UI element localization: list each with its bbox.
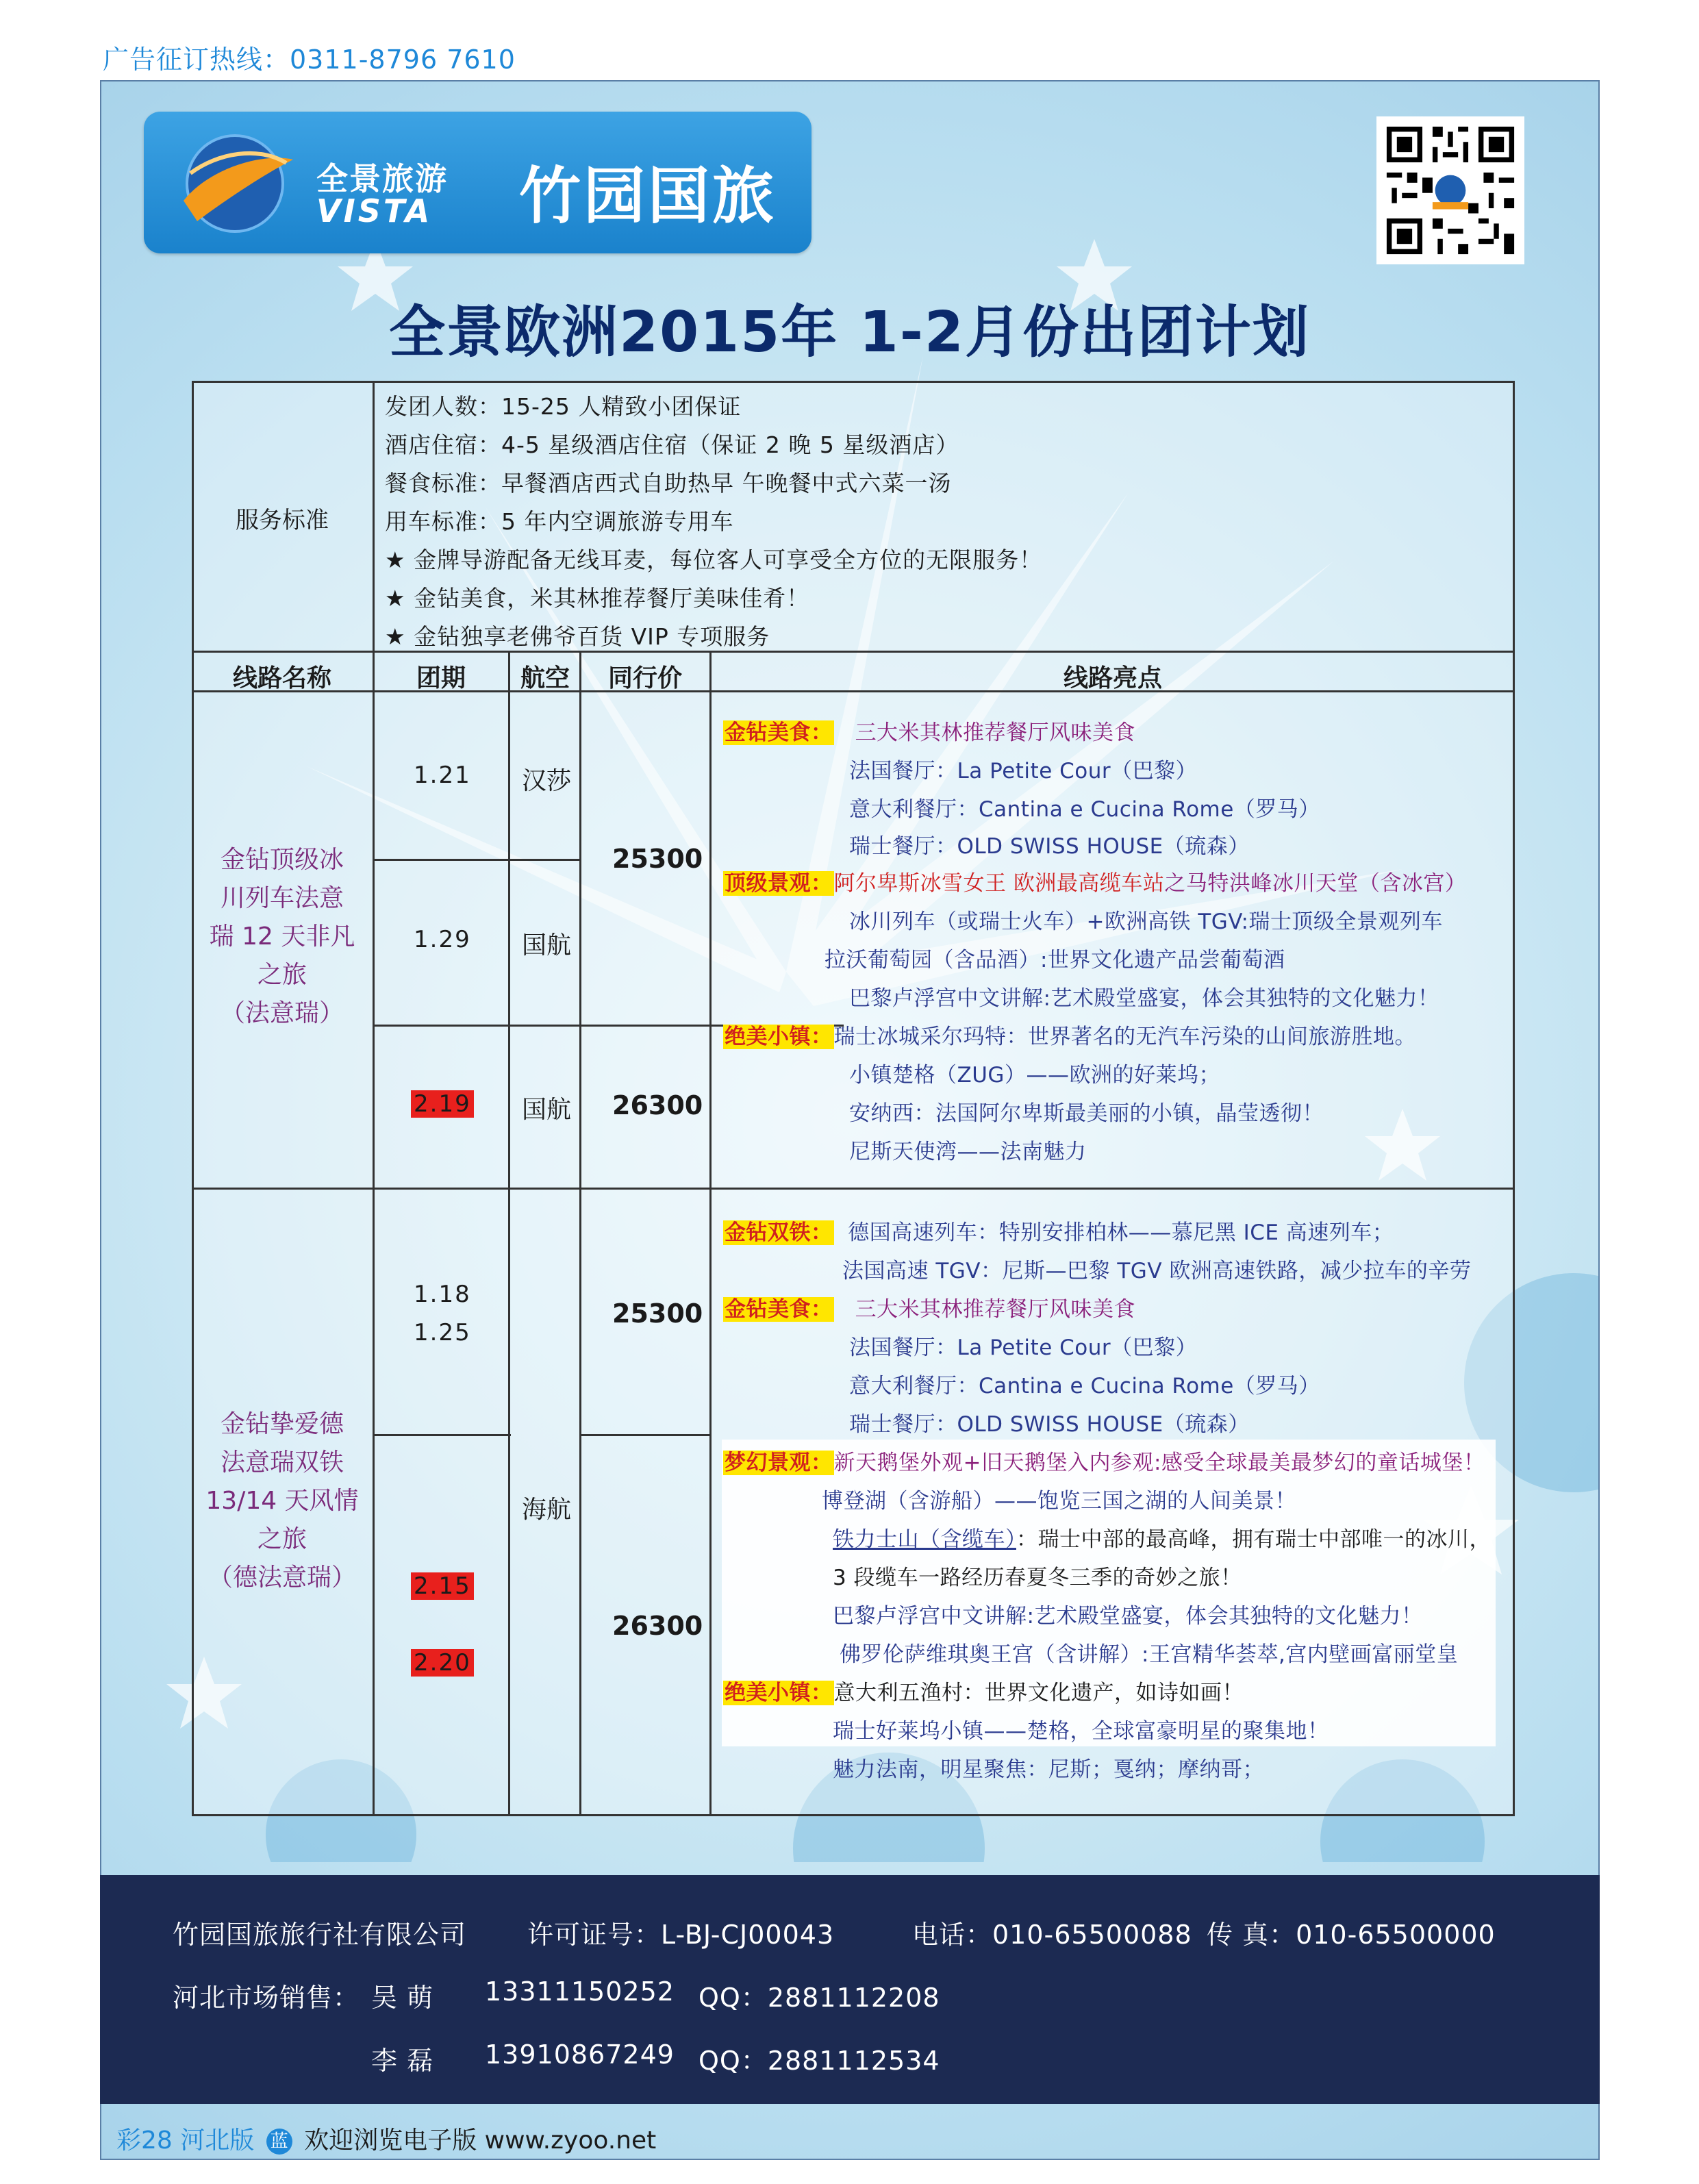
- header-route: 线路名称: [232, 664, 331, 692]
- highlight-line: 瑞士餐厅：OLD SWISS HOUSE（琉森）: [849, 1412, 1250, 1437]
- welcome-text: 欢迎浏览电子版: [304, 2126, 477, 2155]
- departure-date-highlighted: 2.19: [411, 1090, 474, 1118]
- page-number: 彩28: [116, 2126, 173, 2155]
- highlight-line: 安纳西：法国阿尔卑斯最美丽的小镇，晶莹透彻！: [849, 1101, 1324, 1126]
- departure-date: 1.29: [414, 926, 471, 953]
- company-name: 竹园国旅旅行社有限公司: [173, 1920, 467, 1950]
- highlight-line: 金钻美食： 三大米其林推荐餐厅风味美食: [725, 720, 1136, 745]
- logo-chinese-name: 全景旅游: [316, 160, 448, 197]
- service-line: 酒店住宿：4-5 星级酒店住宿（保证 2 晚 5 星级酒店）: [385, 431, 959, 458]
- highlight-line: 法国餐厅：La Petite Cour（巴黎）: [849, 759, 1198, 783]
- highlight-line: 法国高速 TGV：尼斯—巴黎 TGV 欧洲高速铁路，减少拉车的辛劳: [842, 1259, 1472, 1283]
- highlight-line: 小镇楚格（ZUG）——欧洲的好莱坞；: [849, 1063, 1220, 1088]
- route-name: 金钻挚爱德 法意瑞双铁 13/14 天风情 之旅 （德法意瑞）: [205, 1410, 359, 1592]
- highlight-line: 金钻双铁： 德国高速列车：特别安排柏林——慕尼黑 ICE 高速列车；: [725, 1220, 1394, 1245]
- service-line: ★ 金钻独享老佛爷百货 VIP 专项服务: [385, 623, 770, 650]
- sales-label: 河北市场销售：: [173, 1983, 360, 2013]
- brand-logo: [144, 112, 811, 253]
- sales-name: 吴 萌: [371, 1983, 434, 2013]
- service-line: 用车标准：5 年内空调旅游专用车: [385, 508, 734, 535]
- highlight-line: 瑞士好莱坞小镇——楚格，全球富豪明星的聚集地！: [833, 1719, 1329, 1744]
- price: 25300: [612, 1298, 703, 1329]
- sales-phone: 13910867249: [485, 2039, 675, 2070]
- header-highlights: 线路亮点: [1063, 664, 1162, 692]
- highlight-line: 巴黎卢浮宫中文讲解:艺术殿堂盛宴，体会其独特的文化魅力！: [833, 1604, 1423, 1629]
- sales-name: 李 磊: [371, 2046, 434, 2076]
- qr-code-icon[interactable]: [1376, 116, 1524, 264]
- departure-date: 1.18: [414, 1281, 471, 1308]
- departure-date-highlighted: 2.15: [411, 1572, 474, 1600]
- license-number: 许可证号：L-BJ-CJ00043: [527, 1920, 835, 1950]
- departure-date: 1.25: [414, 1319, 471, 1346]
- departure-date: 1.21: [414, 762, 471, 789]
- airline: 国航: [522, 1096, 572, 1124]
- service-line: ★ 金牌导游配备无线耳麦，每位客人可享受全方位的无限服务！: [385, 547, 1043, 573]
- price: 25300: [612, 844, 703, 874]
- phone-number: 电话：010-65500088: [912, 1920, 1192, 1950]
- tour-plan-table: [192, 381, 1515, 1816]
- contact-footer: [100, 1875, 1600, 2104]
- highlight-line: 冰川列车（或瑞士火车）+欧洲高铁 TGV:瑞士顶级全景观列车: [849, 909, 1443, 934]
- ad-hotline: 广告征订热线：0311-8796 7610: [103, 45, 516, 75]
- service-line: 餐食标准：早餐酒店西式自助热早 午晚餐中式六菜一汤: [385, 470, 952, 497]
- highlight-line: 拉沃葡萄园（含品酒）:世界文化遗产品尝葡萄酒: [825, 948, 1285, 972]
- service-line: 发团人数：15-25 人精致小团保证: [385, 393, 742, 420]
- highlight-line: 尼斯天使湾——法南魅力: [849, 1140, 1087, 1164]
- route-name: 金钻顶级冰 川列车法意 瑞 12 天非凡 之旅 （法意瑞）: [209, 846, 355, 1027]
- highlight-line: 梦幻景观：新天鹅堡外观+旧天鹅堡入内参观:感受全球最美最梦幻的童话城堡！: [725, 1451, 1485, 1475]
- airline: 国航: [522, 931, 572, 959]
- highlight-line: 佛罗伦萨维琪奥王宫（含讲解）:王宫精华荟萃,宫内壁画富丽堂皇: [840, 1642, 1459, 1667]
- logo-brand-name: 竹园国旅: [519, 160, 777, 232]
- fax-number: 传 真：010-65500000: [1207, 1920, 1496, 1950]
- highlight-line: 魅力法南，明星聚焦：尼斯；戛纳；摩纳哥；: [833, 1757, 1264, 1782]
- price: 26300: [612, 1611, 703, 1641]
- sales-qq: QQ：2881112534: [699, 2046, 940, 2076]
- airline: 汉莎: [522, 767, 572, 795]
- highlight-line: 3 段缆车一路经历春夏冬三季的奇妙之旅！: [833, 1566, 1242, 1590]
- website-link[interactable]: www.zyoo.net: [484, 2126, 657, 2155]
- departure-date-highlighted: 2.20: [411, 1649, 474, 1677]
- highlight-line: 金钻美食： 三大米其林推荐餐厅风味美食: [725, 1297, 1136, 1322]
- highlight-line: 绝美小镇：意大利五渔村：世界文化遗产，如诗如画！: [725, 1681, 1244, 1705]
- highlight-line: 绝美小镇：瑞士冰城采尔玛特：世界著名的无汽车污染的山间旅游胜地。: [725, 1025, 1416, 1049]
- highlight-line: 博登湖（含游船）——饱览三国之湖的人间美景！: [822, 1489, 1296, 1514]
- page-title: 全景欧洲2015年 1-2月份出团计划: [389, 300, 1310, 365]
- sales-qq: QQ：2881112208: [699, 1983, 940, 2013]
- sales-phone: 13311150252: [485, 1976, 675, 2007]
- airline: 海航: [522, 1496, 572, 1524]
- edition-badge-icon: 蓝: [266, 2129, 292, 2155]
- header-air: 航空: [520, 664, 570, 692]
- header-date: 团期: [416, 664, 466, 692]
- highlight-line: 巴黎卢浮宫中文讲解:艺术殿堂盛宴，体会其独特的文化魅力！: [849, 986, 1439, 1011]
- page-footer: [116, 2121, 656, 2156]
- price: 26300: [612, 1090, 703, 1120]
- logo-english-name: VISTA: [316, 192, 433, 229]
- service-line: ★ 金钻美食，米其林推荐餐厅美味佳肴！: [385, 585, 810, 612]
- service-label: 服务标准: [236, 507, 329, 534]
- globe-logo-icon: [170, 125, 300, 242]
- edition-label: 河北版: [180, 2126, 255, 2155]
- highlight-line: 意大利餐厅：Cantina e Cucina Rome（罗马）: [849, 797, 1320, 822]
- highlight-line: 顶级景观：阿尔卑斯冰雪女王 欧洲最高缆车站之马特洪峰冰川天堂（含冰宫）: [725, 871, 1467, 896]
- highlight-line: 意大利餐厅：Cantina e Cucina Rome（罗马）: [849, 1374, 1320, 1398]
- header-price: 同行价: [607, 664, 682, 692]
- highlight-line: 瑞士餐厅：OLD SWISS HOUSE（琉森）: [849, 834, 1250, 859]
- highlight-line: 法国餐厅：La Petite Cour（巴黎）: [849, 1335, 1198, 1360]
- highlight-line: 铁力士山（含缆车）：瑞士中部的最高峰，拥有瑞士中部唯一的冰川，: [833, 1527, 1491, 1552]
